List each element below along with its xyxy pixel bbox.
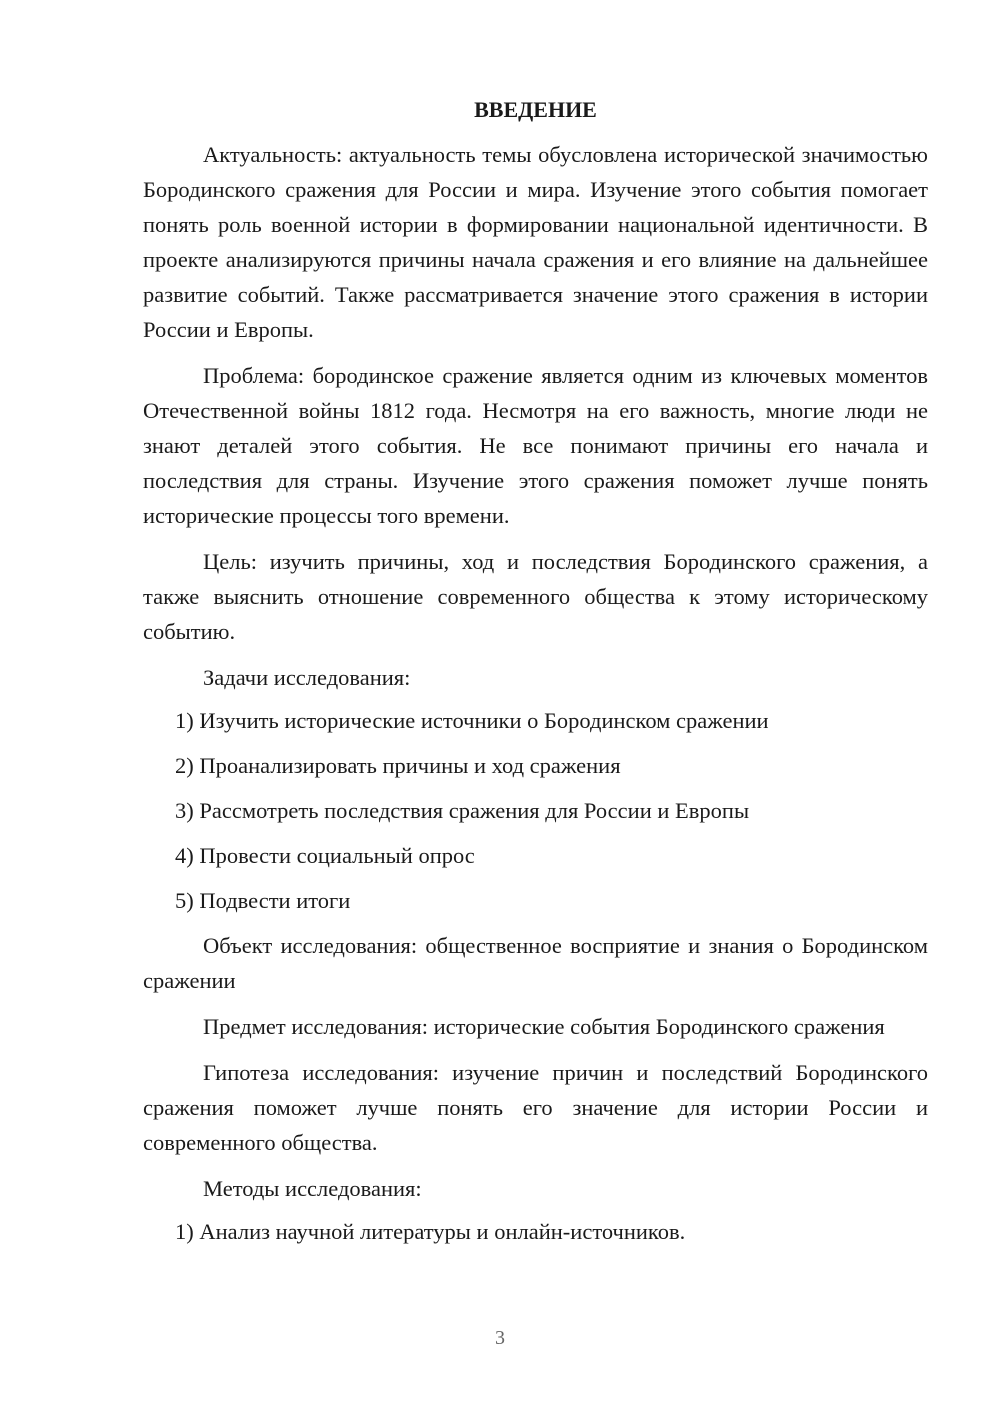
- list-item: 3) Рассмотреть последствия сражения для России и Европы: [175, 798, 750, 823]
- problem-paragraph: Проблема: бородинское сражение является одним из ключевых моментов Отечественной войны 1812 года. Несмотря на его важность, многие люди не знают деталей этого события. Не все понимают причины его начала и последствия для страны. Изучение этого сражения поможет лучше понять исторические процессы того времени.: [143, 363, 928, 528]
- list-item: 5) Подвести итоги: [175, 888, 351, 913]
- section-title: ВВЕДЕНИЕ: [474, 97, 597, 122]
- methods-heading: Методы исследования:: [203, 1176, 422, 1201]
- tasks-heading: Задачи исследования:: [203, 665, 411, 690]
- object-paragraph: Объект исследования: общественное восприятие и знания о Бородинском сражении: [143, 933, 928, 993]
- hypothesis-paragraph: Гипотеза исследования: изучение причин и последствий Бородинского сражения поможет лучше понять его значение для истории России и современного общества.: [143, 1060, 928, 1155]
- tasks-list: [143, 703, 928, 918]
- list-item: 1) Изучить исторические источники о Бородинском сражении: [175, 708, 769, 733]
- document-page: [143, 90, 928, 1259]
- list-item: 4) Провести социальный опрос: [175, 843, 475, 868]
- list-item: 1) Анализ научной литературы и онлайн-источников.: [175, 1219, 686, 1244]
- page-number: 3: [495, 1327, 505, 1349]
- relevance-paragraph: Актуальность: актуальность темы обусловлена исторической значимостью Бородинского сражения для России и мира. Изучение этого события помогает понять роль военной истории в формировании национальной идентичности. В проекте анализируются причины начала сражения и его влияние на дальнейшее развитие событий. Также рассматривается значение этого сражения в истории России и Европы.: [143, 142, 928, 342]
- goal-paragraph: Цель: изучить причины, ход и последствия Бородинского сражения, а также выяснить отношение современного общества к этому историческому событию.: [143, 549, 928, 644]
- list-item: 2) Проанализировать причины и ход сражения: [175, 753, 621, 778]
- subject-paragraph: Предмет исследования: исторические события Бородинского сражения: [203, 1014, 885, 1039]
- methods-list: [143, 1214, 928, 1249]
